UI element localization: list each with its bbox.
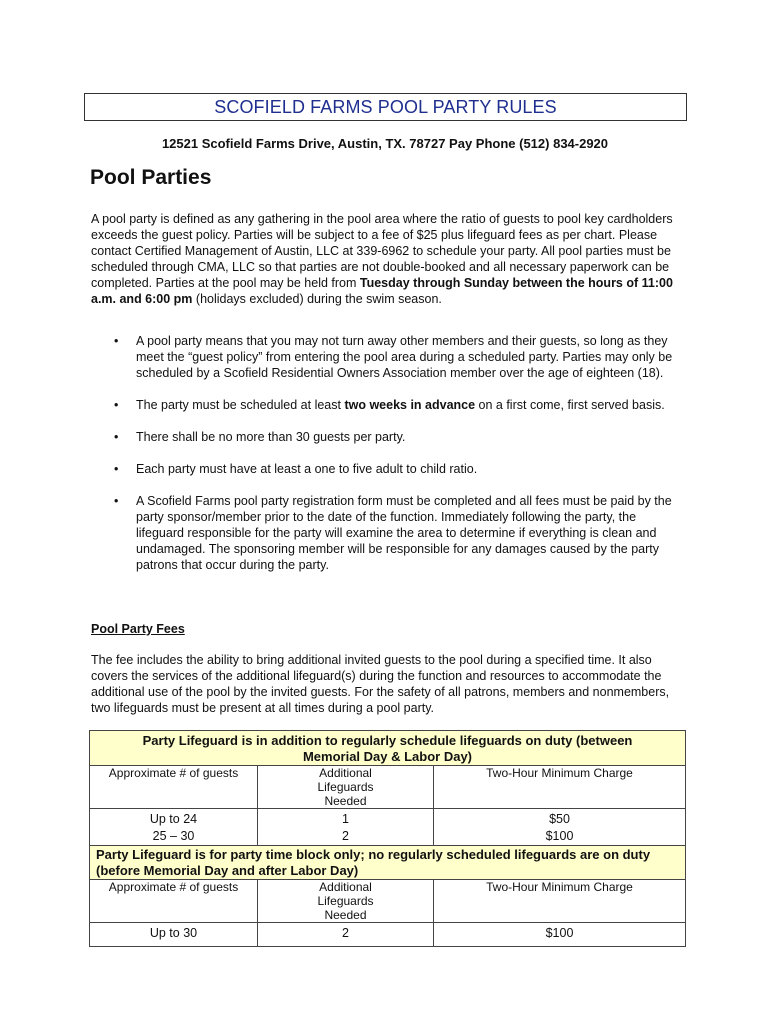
col-header-lifeguards: Additional Lifeguards Needed <box>258 880 434 923</box>
charge-value: $100 <box>434 923 686 947</box>
section-heading-pool-parties: Pool Parties <box>90 166 212 189</box>
intro-paragraph <box>91 211 683 307</box>
guests-value: 25 – 30 <box>152 829 195 843</box>
charge-value: $50 <box>549 812 570 826</box>
lifeguards-value: 2 <box>258 923 434 947</box>
intro-bold-hours: Tuesday through Sunday between the hours of 11:00 a.m. and 6:00 pm <box>91 276 673 306</box>
page-title: SCOFIELD FARMS POOL PARTY RULES <box>214 97 557 117</box>
rule-item <box>90 493 682 573</box>
rule-item <box>90 461 682 477</box>
fees-table <box>89 730 686 947</box>
section1-title: Party Lifeguard is in addition to regularly schedule lifeguards on duty (between Memorial Day & Labor Day) <box>90 731 686 766</box>
col-header-lifeguards: Additional Lifeguards Needed <box>258 766 434 809</box>
rule-item <box>90 397 682 413</box>
fees-paragraph: The fee includes the ability to bring additional invited guests to the pool during a specified time. It also covers the services of the additional lifeguard(s) during the function and resources to accommodate the additional use of the pool by the invited guests. For the safety of all patrons, members and nonmembers, two lifeguards must be present at all times during a pool party. <box>91 653 670 715</box>
rule-text: A pool party means that you may not turn away other members and their guests, so long as they meet the “guest policy” from entering the pool area during a scheduled party. Parties may only be scheduled by a Scofield Residential Owners Association member over the age of eighteen (18). <box>136 334 673 380</box>
rule-text: There shall be no more than 30 guests per party. <box>136 430 406 444</box>
guests-cell <box>90 809 258 846</box>
rule-text: A Scofield Farms pool party registration form must be completed and all fees must be paid by the party sponsor/member prior to the date of the function. Immediately following the party, the lifeguard responsible for the party will examine the area to determine if everything is clean and undamaged. The sponsoring member will be responsible for any damages caused by the party patrons that occur during the party. <box>136 494 672 572</box>
rule-text: Each party must have at least a one to five adult to child ratio. <box>136 462 478 476</box>
fees-heading: Pool Party Fees <box>91 622 185 636</box>
rule-bold-text: two weeks in advance <box>344 398 476 412</box>
lifeguards-value: 2 <box>342 829 349 843</box>
charge-cell <box>434 809 686 846</box>
rules-list <box>90 333 682 573</box>
col-header-guests: Approximate # of guests <box>90 880 258 923</box>
col-header-guests: Approximate # of guests <box>90 766 258 809</box>
lifeguards-value: 1 <box>342 812 349 826</box>
col-header-charge: Two-Hour Minimum Charge <box>434 880 686 923</box>
title-box <box>84 93 687 121</box>
intro-text: A pool party is defined as any gathering in the pool area where the ratio of guests to pool key cardholders exceeds the guest policy. Parties will be subject to a fee of $25 plus lifeguard fees as per chart. Please contact Certified Management of Austin, LLC at 339-6962 to schedule your party. All pool parties must be scheduled through CMA, LLC so that parties are not double-booked and all necessary paperwork can be completed. Parties at the pool may be held from <box>91 212 673 290</box>
col-header-charge: Two-Hour Minimum Charge <box>434 766 686 809</box>
intro-text-end: (holidays excluded) during the swim season. <box>192 292 442 306</box>
rule-item <box>90 429 682 445</box>
address-line: 12521 Scofield Farms Drive, Austin, TX. 78727 Pay Phone (512) 834-2920 <box>161 136 609 151</box>
rule-text: on a first come, first served basis. <box>475 398 665 412</box>
section2-title: Party Lifeguard is for party time block only; no regularly scheduled lifeguards are on duty (before Memorial Day and after Labor Day) <box>90 846 686 880</box>
lifeguards-cell <box>258 809 434 846</box>
rule-item <box>90 333 682 381</box>
guests-value: Up to 30 <box>90 923 258 947</box>
rule-text: The party must be scheduled at least <box>136 398 345 412</box>
guests-value: Up to 24 <box>149 812 198 826</box>
charge-value: $100 <box>545 829 574 843</box>
